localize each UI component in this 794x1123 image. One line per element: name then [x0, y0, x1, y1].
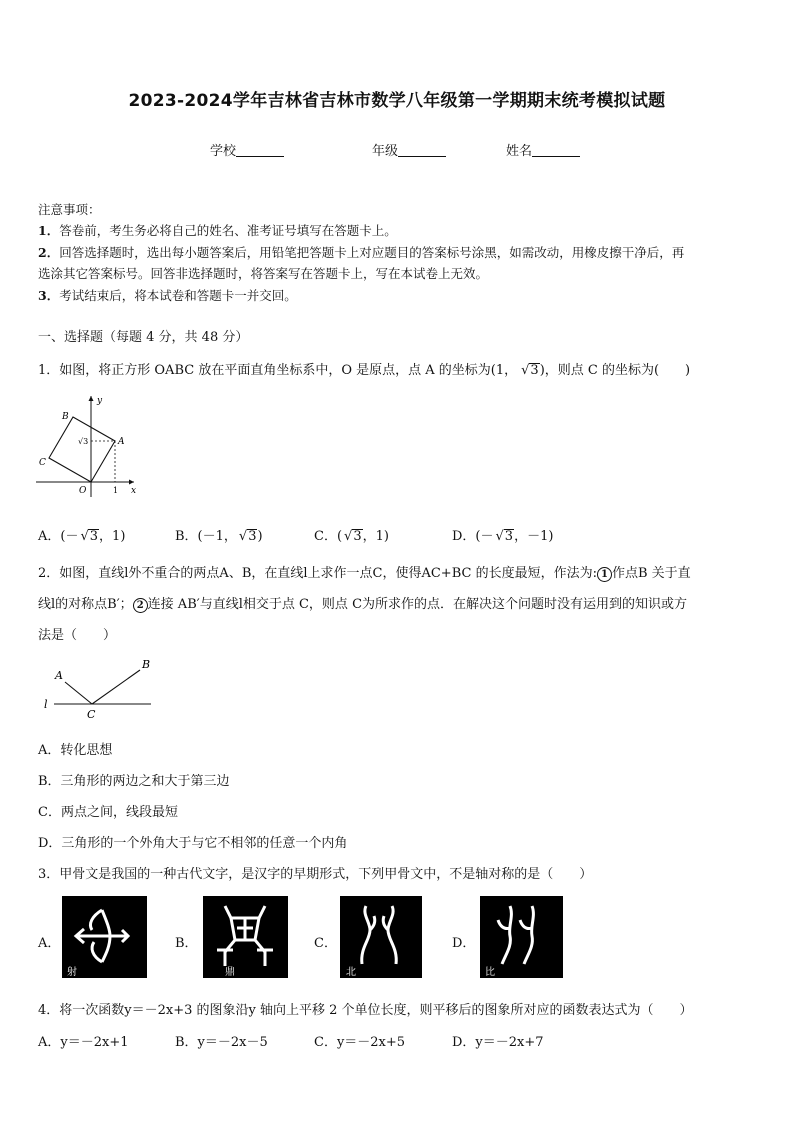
q1-label-b: B [62, 412, 69, 422]
q1-text-a: 1．如图，将正方形 OABC 放在平面直角坐标系中，O 是原点，点 A 的坐标为(1， [38, 363, 518, 378]
q3-oracle-image-ding[interactable] [203, 896, 288, 978]
q2-circled-2: 2 [133, 598, 148, 613]
note-1-number: 1． [38, 223, 60, 238]
q1-x-arrow [129, 480, 134, 485]
question-2-line-1 [38, 562, 691, 582]
q2-line-figure [40, 655, 160, 721]
q3-option-a-label[interactable]: A． [38, 936, 61, 951]
q1-label-x: x [131, 486, 137, 496]
note-item-2 [38, 242, 684, 263]
note-3-number: 3． [38, 288, 60, 303]
q2-segment-cb [92, 670, 140, 704]
q2-label-c: C [87, 708, 96, 721]
q4-option-a[interactable]: A．y＝－2x+1 [38, 1035, 129, 1050]
note-item-3 [38, 285, 297, 306]
oracle-ding-glyph-icon [203, 896, 288, 978]
question-2-line-2 [38, 593, 687, 613]
q1-coordinate-figure [34, 392, 144, 504]
q2-option-a[interactable]: A．转化思想 [38, 743, 113, 758]
note-2-text-line2: 选涂其它答案标号。回答非选择题时，将答案写在答题卡上，写在本试卷上无效。 [38, 266, 489, 281]
q1-label-a: A [118, 437, 125, 447]
q3-oracle-image-she[interactable] [62, 896, 147, 978]
grade-field [372, 140, 446, 159]
q3-option-c-label[interactable]: C． [314, 936, 337, 951]
q2-circled-1: 1 [597, 567, 612, 582]
q2-option-d[interactable]: D．三角形的一个外角大于与它不相邻的任意一个内角 [38, 836, 348, 851]
q2-label-a: A [55, 669, 63, 682]
q1-label-c: C [39, 458, 46, 468]
q3-caption-d: 比 [485, 967, 495, 978]
school-label: 学校 [210, 144, 237, 159]
question-3: 3．甲骨文是我国的一种古代文字，是汉字的早期形式，下列甲骨文中，不是轴对称的是（ ） [38, 867, 593, 882]
q1-option-c-label: C．( [314, 529, 343, 544]
school-field [210, 140, 284, 159]
q2-segment-ac [65, 682, 92, 704]
q2-line1-a: 2．如图，直线l外不重合的两点A、B，在直线l上求作一点C，使得AC+BC 的长度最短，作法为: [38, 566, 597, 581]
q3-caption-b: 鼎 [225, 967, 235, 978]
q3-oracle-image-bei[interactable] [340, 896, 422, 978]
name-field [506, 140, 580, 159]
q1-option-d-sqrt: √ 3 [504, 529, 515, 543]
q1-option-c-tail: ，1) [362, 529, 389, 544]
q1-option-b-label: B．(－1， [175, 529, 237, 544]
q2-line2-b: 连接 AB′与直线l相交于点 C，则点 C为所求作的点．在解决这个问题时没有运用到的知识或方 [147, 597, 688, 612]
note-2-number: 2． [38, 245, 60, 260]
grade-label: 年级 [372, 144, 399, 159]
note-item-1 [38, 220, 397, 241]
q2-label-l: l [44, 698, 48, 711]
q2-line2-a: 线l的对称点B′； [38, 597, 133, 612]
q1-option-b-tail: ) [257, 529, 263, 544]
q1-option-c[interactable] [314, 525, 389, 544]
q1-option-a-label: A．(－ [38, 529, 79, 544]
note-3-text: 考试结束后，将本试卷和答题卡一并交回。 [59, 288, 297, 303]
name-label: 姓名 [506, 144, 533, 159]
q1-option-d-tail: ，－1) [514, 529, 554, 544]
q2-line1-b: 作点B 关于直 [611, 566, 691, 581]
q1-label-y: y [97, 396, 103, 406]
q3-oracle-image-bi[interactable] [480, 896, 563, 978]
question-1 [38, 359, 690, 378]
note-2-text-line1: 回答选择题时，选出每小题答案后，用铅笔把答题卡上对应题目的答案标号涂黑，如需改动，用橡皮擦干净后，再 [59, 245, 685, 260]
q2-option-b[interactable]: B．三角形的两边之和大于第三边 [38, 774, 230, 789]
q2-option-c[interactable]: C．两点之间，线段最短 [38, 805, 178, 820]
q1-option-a[interactable] [38, 525, 125, 544]
q1-y-arrow [89, 396, 94, 401]
question-4: 4．将一次函数y＝－2x+3 的图象沿y 轴向上平移 2 个单位长度，则平移后的图象所对应的函数表达式为（ ） [38, 1003, 693, 1018]
q1-option-b[interactable] [175, 525, 263, 544]
q1-option-a-sqrt: √ 3 [88, 529, 99, 543]
q3-caption-c: 北 [346, 967, 356, 978]
q1-option-c-sqrt: √ 3 [352, 529, 363, 543]
q1-option-b-sqrt: √ 3 [247, 529, 258, 543]
section-heading: 一、选择题（每题 4 分，共 48 分） [38, 330, 249, 345]
q1-option-d-label: D．(－ [452, 529, 494, 544]
q1-square-oabc [49, 417, 115, 482]
q1-option-a-tail: ，1) [99, 529, 126, 544]
q3-caption-a: 射 [67, 967, 77, 978]
q1-tick-1: 1 [113, 486, 119, 495]
q1-tick-root3: √3 [78, 437, 89, 446]
q1-text-b: )，则点 C 的坐标为( ) [539, 363, 691, 378]
note-1-text: 答卷前，考生务必将自己的姓名、准考证号填写在答题卡上。 [59, 223, 397, 238]
q1-option-d[interactable] [452, 525, 553, 544]
page-title: 2023-2024学年吉林省吉林市数学八年级第一学期期末统考模拟试题 [128, 91, 666, 111]
grade-blank [398, 144, 446, 157]
notes-heading: 注意事项： [38, 202, 101, 217]
q1-sqrt: √ 3 [529, 363, 540, 377]
q2-label-b: B [142, 658, 151, 671]
q3-option-b-label[interactable]: B． [175, 936, 198, 951]
q1-label-o: O [79, 486, 87, 496]
q4-option-c[interactable]: C．y＝－2x+5 [314, 1035, 406, 1050]
q3-option-d-label[interactable]: D． [452, 936, 476, 951]
school-blank [236, 144, 284, 157]
name-blank [532, 144, 580, 157]
question-2-line-3: 法是（ ） [38, 628, 117, 643]
q4-option-d[interactable]: D．y＝－2x+7 [452, 1035, 544, 1050]
q4-option-b[interactable]: B．y＝－2x－5 [175, 1035, 268, 1050]
